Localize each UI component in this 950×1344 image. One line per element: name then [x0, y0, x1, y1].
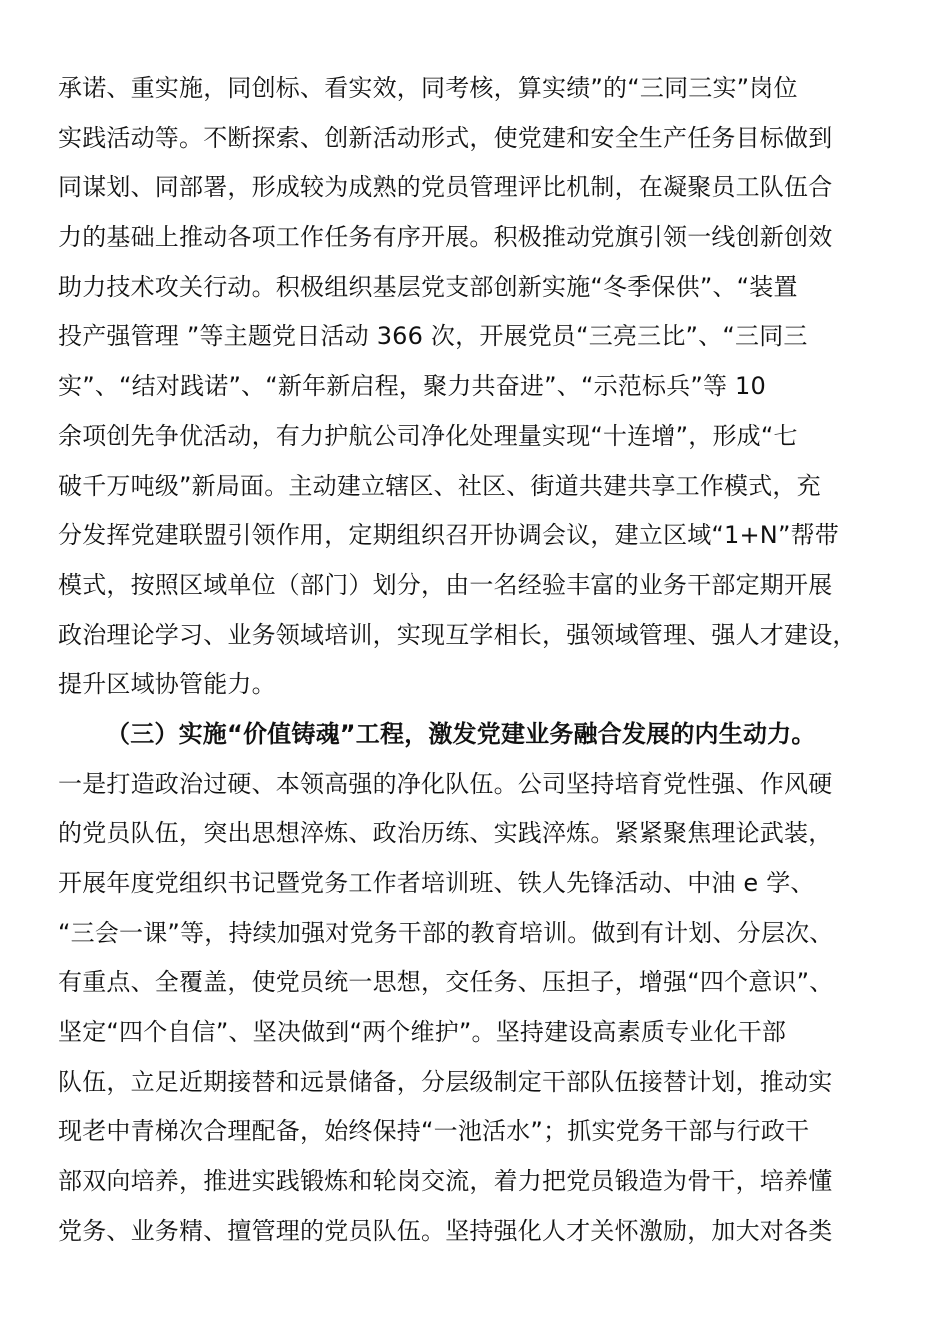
- paragraph-line: 实”、“结对践诺”、“新年新启程，聚力共奋进”、“示范标兵”等 10: [58, 372, 767, 401]
- paragraph-line: 助力技术攻关行动。积极组织基层党支部创新实施“冬季保供”、“装置: [58, 272, 798, 301]
- paragraph-line: 有重点、全覆盖，使党员统一思想，交任务、压担子，增强“四个意识”、: [58, 968, 834, 997]
- paragraph-line: 实践活动等。不断探索、创新活动形式，使党建和安全生产任务目标做到: [58, 123, 833, 152]
- paragraph-line: 分发挥党建联盟引领作用，定期组织召开协调会议，建立区域“1+N”帮带: [58, 521, 839, 550]
- paragraph-line: 开展年度党组织书记暨党务工作者培训班、铁人先锋活动、中油 e 学、: [58, 869, 815, 897]
- paragraph-line: 队伍，立足近期接替和远景储备，分层级制定干部队伍接替计划，推动实: [58, 1067, 833, 1096]
- paragraph-line: 破千万吨级”新局面。主动建立辖区、社区、街道共建共享工作模式，充: [58, 471, 821, 500]
- paragraph-line: 一是打造政治过硬、本领高强的净化队伍。公司坚持培育党性强、作风硬: [58, 769, 833, 798]
- paragraph-line: 现老中青梯次合理配备，始终保持“一池活水”；抓实党务干部与行政干: [58, 1117, 810, 1146]
- paragraph-line: 政治理论学习、业务领域培训，实现互学相长，强领域管理、强人才建设，: [58, 620, 857, 649]
- paragraph-line: 提升区域协管能力。: [58, 670, 276, 699]
- paragraph-line: 坚定“四个自信”、坚决做到“两个维护”。坚持建设高素质专业化干部: [58, 1018, 787, 1047]
- paragraph-line: 余项创先争优活动，有力护航公司净化处理量实现“十连增”，形成“七: [58, 421, 798, 450]
- document-page: [58, 64, 892, 1257]
- paragraph-line: 承诺、重实施，同创标、看实效，同考核，算实绩”的“三同三实”岗位: [58, 74, 798, 102]
- paragraph-line: 的党员队伍，突出思想淬炼、政治历练、实践淬炼。紧紧聚焦理论武装，: [58, 819, 833, 848]
- paragraph-line: 同谋划、同部署，形成较为成熟的党员管理评比机制，在凝聚员工队伍合: [58, 173, 833, 202]
- paragraph-line: 模式，按照区域单位（部门）划分，由一名经验丰富的业务干部定期开展: [58, 570, 833, 599]
- section-heading: （三）实施“价值铸魂”工程，激发党建业务融合发展的内生动力。: [106, 719, 816, 748]
- paragraph-line: 力的基础上推动各项工作任务有序开展。积极推动党旗引领一线创新创效: [58, 223, 833, 252]
- paragraph-line: 投产强管理 ”等主题党日活动 366 次，开展党员“三亮三比”、“三同三: [58, 322, 808, 351]
- paragraph-line: “三会一课”等，持续加强对党务干部的教育培训。做到有计划、分层次、: [58, 918, 834, 947]
- paragraph-line: 党务、业务精、擅管理的党员队伍。坚持强化人才关怀激励，加大对各类: [58, 1216, 833, 1245]
- paragraph-line: 部双向培养，推进实践锻炼和轮岗交流，着力把党员锻造为骨干，培养懂: [58, 1167, 833, 1196]
